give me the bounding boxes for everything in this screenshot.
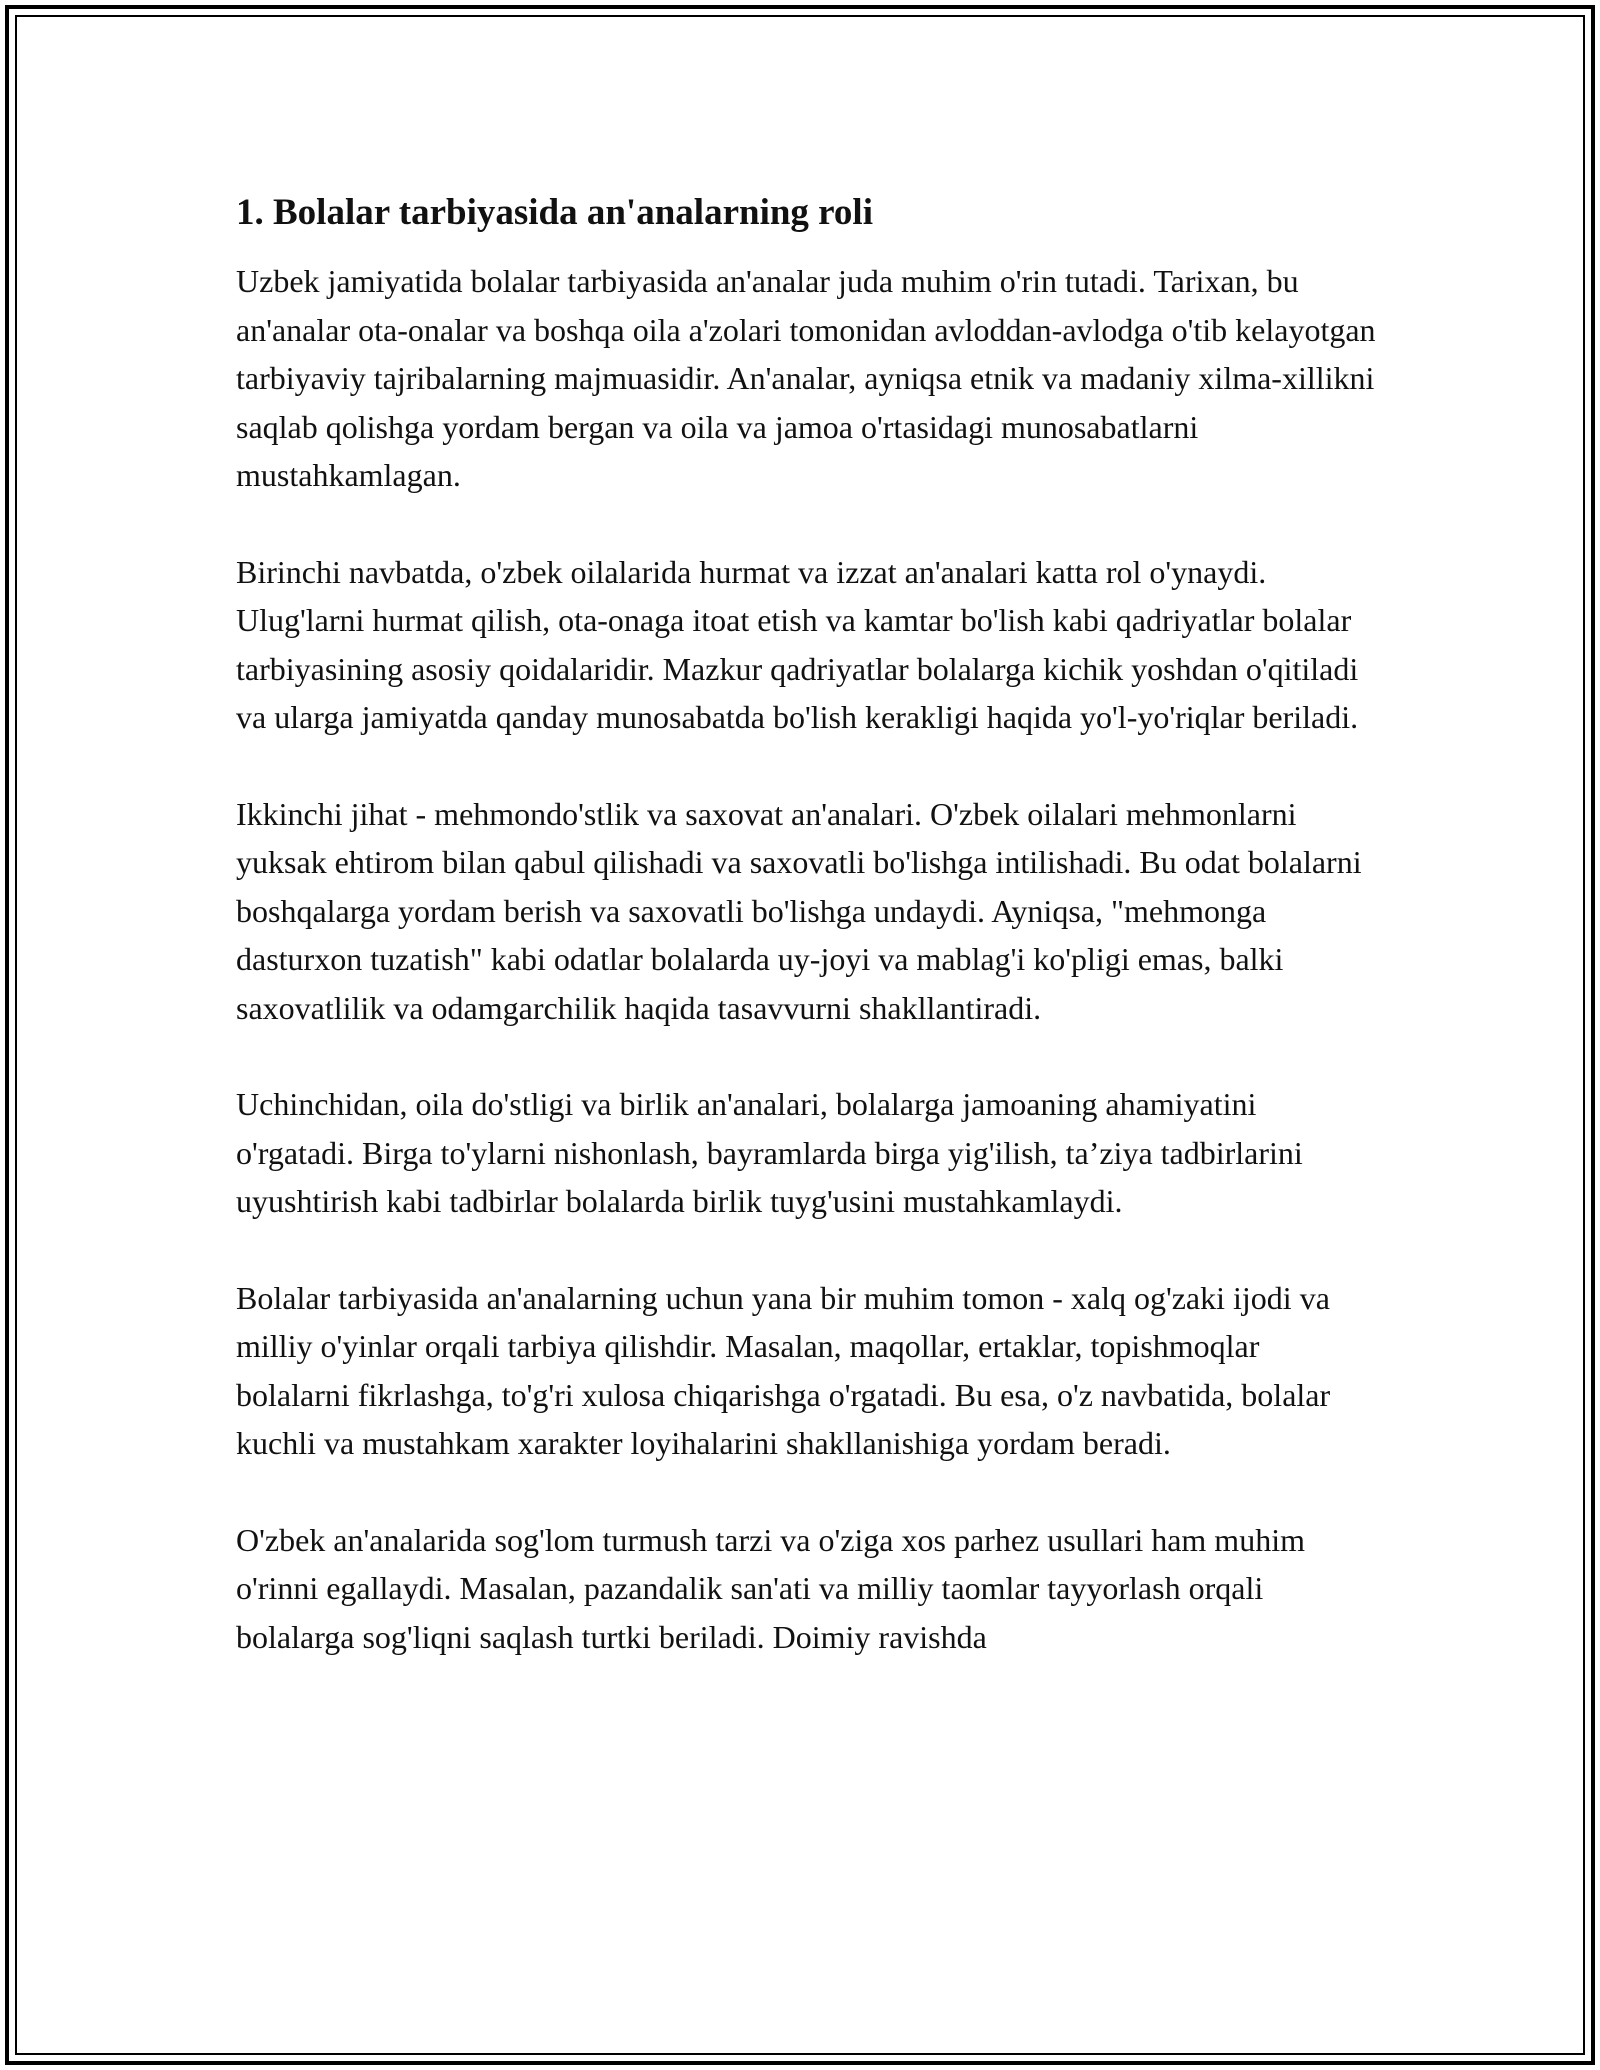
paragraph: O'zbek an'analarida sog'lom turmush tarzi va o'ziga xos parhez usullari ham muhim o'rinni egallaydi. Masalan, pazandalik san'ati va milliy taomlar tayyorlash orqali bolalarga sog'liqni saqlash turtki beriladi. Doimiy ravishda — [236, 1521, 1305, 1655]
paragraph: Uchinchidan, oila do'stligi va birlik an'analari, bolalarga jamoaning ahamiyatini o'rgatadi. Birga to'ylarni nishonlash, bayramlarda birga yig'ilish, ta’ziya tadbirlarini uyushtirish kabi tadbirlar bolalarda birlik tuyg'usini mustahkamlaydi. — [236, 1086, 1303, 1219]
paragraph: Bolalar tarbiyasida an'analarning uchun yana bir muhim tomon - xalq og'zaki ijodi va milliy o'yinlar orqali tarbiya qilishdir. Masalan, maqollar, ertaklar, topishmoqlar bolalarni fikrlashga, to'g'ri xulosa chiqarishga o'rgatadi. Bu esa, o'z navbatida, bolalar kuchli va mustahkam xarakter loyihalarini shakllanishiga yordam beradi. — [236, 1279, 1331, 1461]
paragraph: Ikkinchi jihat - mehmondo'stlik va saxovat an'analari. O'zbek oilalari mehmonlarni yuksak ehtirom bilan qabul qilishadi va saxovatli bo'lishga intilishadi. Bu odat bolalarni boshqalarga yordam berish va saxovatli bo'lishga undaydi. Ayniqsa, "mehmonga dasturxon tuzatish" kabi odatlar bolalarda uy-joyi va mablag'i ko'pligi emas, balki saxovatlilik va odamgarchilik haqida tasavvurni shakllantiradi. — [236, 795, 1362, 1026]
paragraph: Uzbek jamiyatida bolalar tarbiyasida an'analar juda muhim o'rin tutadi. Tarixan, bu an'analar ota-onalar va boshqa oila a'zolari tomonidan avloddan-avlodga o'tib kelayotgan tarbiyaviy tajribalarning majmuasidir. An'analar, ayniqsa etnik va madaniy xilma-xillikni saqlab qolishga yordam bergan va oila va jamoa o'rtasidagi munosabatlarni mustahkamlagan. — [236, 263, 1376, 493]
paragraph: Birinchi navbatda, o'zbek oilalarida hurmat va izzat an'analari katta rol o'ynaydi. Ulug'larni hurmat qilish, ota-onaga itoat etish va kamtar bo'lish kabi qadriyatlar bolalar tarbiyasining asosiy qoidalaridir. Mazkur qadriyatlar bolalarga kichik yoshdan o'qitiladi va ularga jamiyatda qanday munosabatda bo'lish kerakligi haqida yo'l-yo'riqlar beriladi. — [236, 553, 1359, 735]
document-body — [236, 185, 1376, 1709]
section-heading: 1. Bolalar tarbiyasida an'analarning roli — [236, 192, 873, 233]
